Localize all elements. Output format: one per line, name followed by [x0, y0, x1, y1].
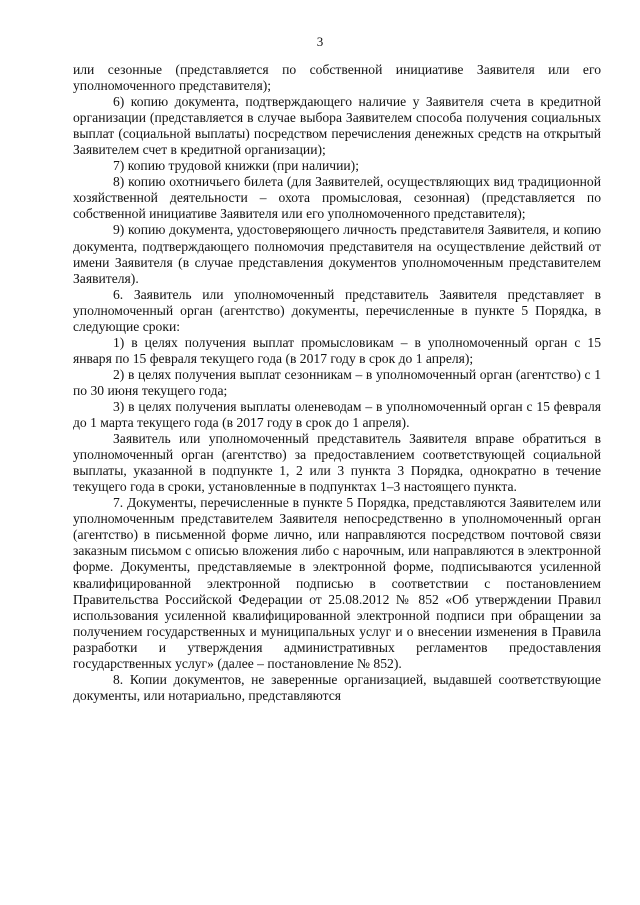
paragraph-clause-7: 7. Документы, перечисленные в пункте 5 Порядка, представляются Заявителем или уполномоченным представителем Заявителя непосредственно в уполномоченный орган (агентство) в письменной форме лично, или направляются посредством почтовой связи заказным письмом с описью вложения либо с нарочным, или направляются в электронной форме. Документы, представляемые в электронной форме, подписываются усиленной квалифицированной электронной подписью в соответствии с постановлением Правительства Российской Федерации от 25.08.2012 № 852 «Об утверждении Правил использования усиленной квалифицированной электронной подписи при обращении за получением государственных и муниципальных услуг и о внесении изменения в Правила разработки и утверждения административных регламентов предоставления государственных услуг» (далее – постановление № 852).	[73, 495, 601, 671]
paragraph-item-6-bank-account: 6) копию документа, подтверждающего наличие у Заявителя счета в кредитной организации (представляется в случае выбора Заявителем способа получения социальных выплат (социальной выплаты) посредством перечисления денежных средств на открытый Заявителем счет в кредитной организации);	[73, 94, 601, 158]
paragraph-item-9-representative-id: 9) копию документа, удостоверяющего личность представителя Заявителя, и копию документа, подтверждающего полномочия представителя на осуществление действий от имени Заявителя (в случае представления документов уполномоченным представителем Заявителя).	[73, 222, 601, 286]
paragraph-item-7-work-record: 7) копию трудовой книжки (при наличии);	[113, 158, 359, 174]
paragraph-continuation: или сезонные (представляется по собственной инициативе Заявителя или его уполномоченного представителя);	[73, 62, 601, 94]
paragraph-clause-6: 6. Заявитель или уполномоченный представитель Заявителя представляет в уполномоченный орган (агентство) документы, перечисленные в пункте 5 Порядка, в следующие сроки:	[73, 286, 601, 334]
document-body	[73, 62, 601, 704]
paragraph-clause-6-sub-3: 3) в целях получения выплаты оленеводам – в уполномоченный орган с 15 февраля до 1 марта текущего года (в 2017 году в срок до 1 апреля).	[73, 398, 601, 431]
page-number: 3	[316, 34, 324, 49]
paragraph-item-8-hunting-license: 8) копию охотничьего билета (для Заявителей, осуществляющих вид традиционной хозяйственной деятельности – охота промысловая, сезонная) (представляется по собственной инициативе Заявителя или его уполномоченного представителя);	[73, 174, 601, 222]
paragraph-clause-6-sub-2: 2) в целях получения выплат сезонникам – в уполномоченный орган (агентство) с 1 по 30 июня текущего года;	[73, 366, 601, 398]
paragraph-clause-6-right: Заявитель или уполномоченный представитель Заявителя вправе обратиться в уполномоченный орган (агентство) за предоставлением соответствующей социальной выплаты, указанной в подпункте 1, 2 или 3 пункта 3 Порядка, однократно в течение текущего года в сроки, установленные в подпунктах 1–3 настоящего пункта.	[73, 431, 601, 495]
paragraph-clause-6-sub-1: 1) в целях получения выплат промысловикам – в уполномоченный орган с 15 января по 15 февраля текущего года (в 2017 году в срок до 1 апреля);	[73, 334, 601, 366]
paragraph-clause-8: 8. Копии документов, не заверенные организацией, выдавшей соответствующие документы, или нотариально, представляются	[73, 671, 601, 703]
